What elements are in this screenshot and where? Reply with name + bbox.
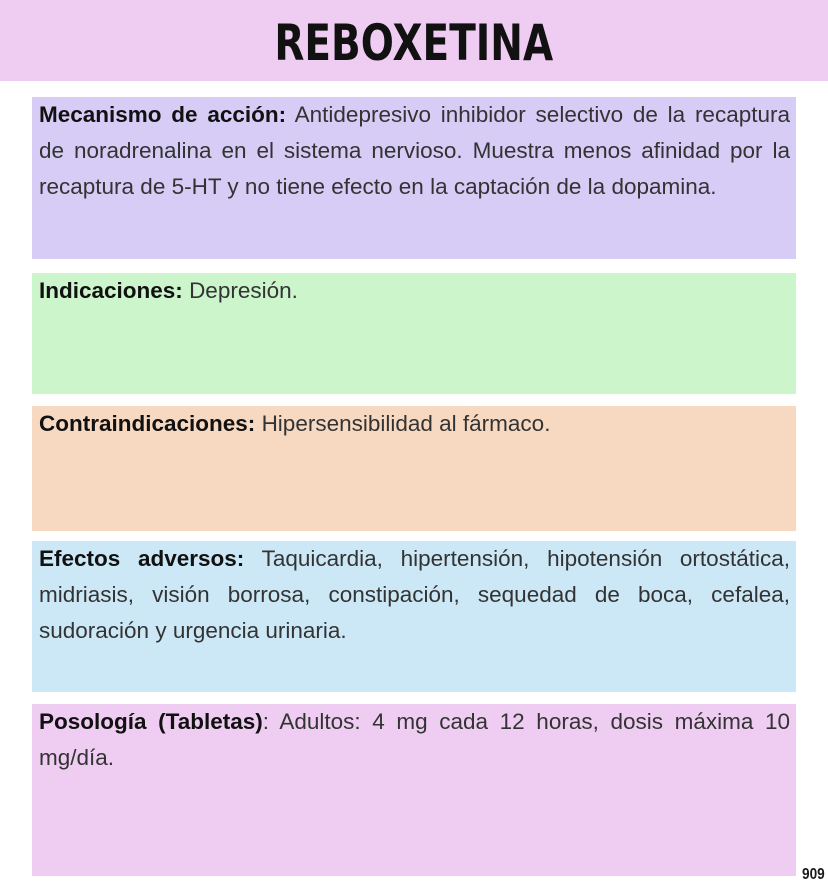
section-label-contraindicaciones: Contraindicaciones: <box>39 411 256 436</box>
section-efectos-adversos <box>32 541 796 692</box>
page-number: 909 <box>802 866 825 883</box>
section-label-posologia: Posología (Tabletas) <box>39 709 263 734</box>
section-posologia <box>32 704 796 876</box>
section-text-contraindicaciones: Hipersensibilidad al fármaco. <box>261 411 551 436</box>
page-title: REBOXETINA <box>274 13 554 72</box>
section-label-efectos: Efectos adversos: <box>39 546 245 571</box>
section-text-posologia: : Adultos: 4 mg cada 12 horas, dosis máxima 10 mg/día. <box>39 709 790 770</box>
section-text-efectos: Taquicardia, hipertensión, hipotensión ortostática, midriasis, visión borrosa, constipación, sequedad de boca, cefalea, sudoración y urgencia urinaria. <box>39 546 790 643</box>
section-mecanismo <box>32 97 796 259</box>
section-label-mecanismo: Mecanismo de acción: <box>39 102 287 127</box>
section-contraindicaciones <box>32 406 796 531</box>
section-text-indicaciones: Depresión. <box>189 278 298 303</box>
section-indicaciones <box>32 273 796 394</box>
section-label-indicaciones: Indicaciones: <box>39 278 183 303</box>
section-text-mecanismo: Antidepresivo inhibidor selectivo de la recaptura de noradrenalina en el sistema nervioso. Muestra menos afinidad por la recaptura de 5-HT y no tiene efecto en la captación de la dopamina. <box>39 102 790 199</box>
title-banner <box>0 0 828 81</box>
